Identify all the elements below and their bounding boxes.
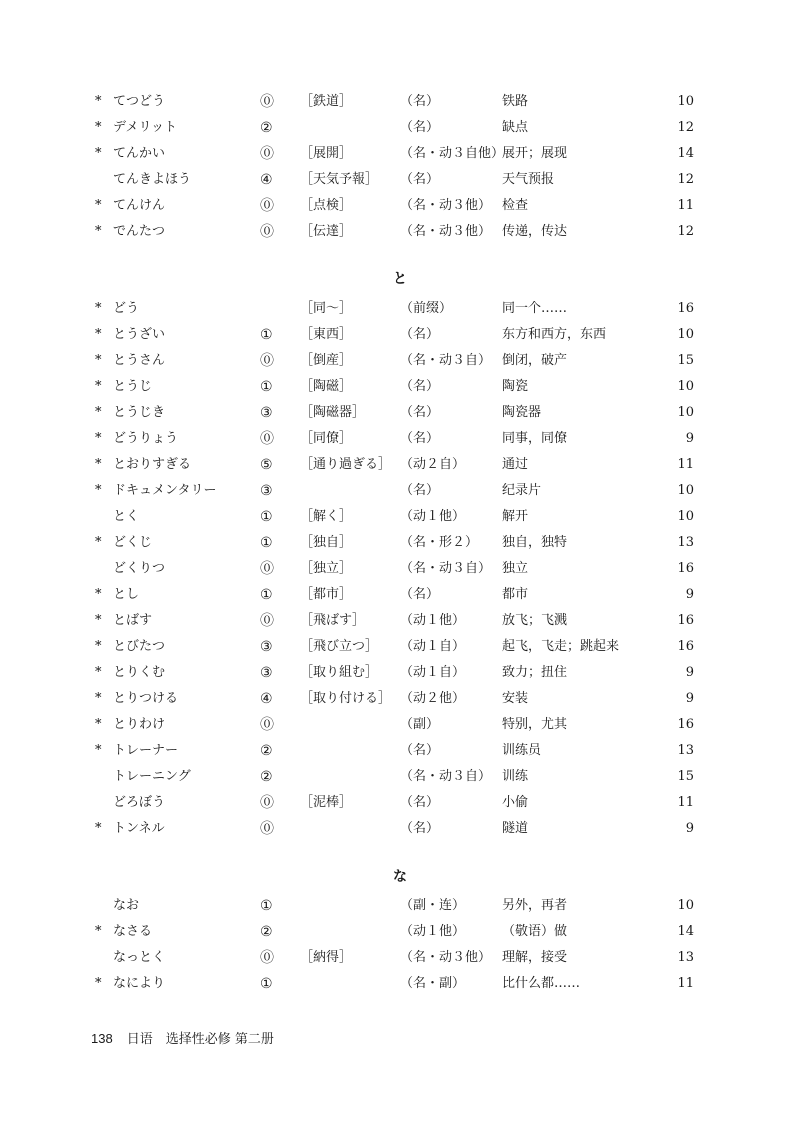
entry-star-mark: * — [95, 94, 102, 109]
entry-star-mark: * — [95, 821, 102, 836]
entry-reading: どろぼう — [113, 795, 166, 810]
entry-lesson-number: 15 — [677, 769, 694, 784]
entry-part-of-speech: （名） — [400, 405, 440, 420]
vocab-entry — [0, 738, 800, 764]
book-title: 日语 选择性必修 第二册 — [126, 1032, 274, 1047]
entry-part-of-speech: （副・连） — [400, 898, 466, 913]
entry-reading: とおりすぎる — [113, 457, 192, 472]
entry-meaning: 训练 — [502, 769, 529, 784]
vocab-entry — [0, 400, 800, 426]
entry-part-of-speech: （动１自） — [400, 639, 466, 654]
entry-star-mark: * — [95, 976, 102, 991]
entry-accent: ② — [260, 120, 273, 136]
vocab-entry — [0, 193, 800, 219]
entry-star-mark: * — [95, 717, 102, 732]
entry-part-of-speech: （动１他） — [400, 509, 466, 524]
entry-accent: ② — [260, 769, 273, 785]
entry-kanji: ［解く］ — [300, 509, 353, 524]
entry-star-mark: * — [95, 379, 102, 394]
entry-meaning: 都市 — [502, 587, 529, 602]
vocab-entry — [0, 530, 800, 556]
entry-part-of-speech: （名・副） — [400, 976, 466, 991]
entry-kanji: ［同僚］ — [300, 431, 353, 446]
vocab-entry — [0, 167, 800, 193]
entry-meaning: 隧道 — [502, 821, 529, 836]
entry-star-mark: * — [95, 301, 102, 316]
entry-accent: ① — [260, 327, 273, 343]
entry-kanji: ［飛び立つ］ — [300, 639, 379, 654]
entry-lesson-number: 16 — [677, 561, 694, 576]
vocab-entry — [0, 816, 800, 842]
entry-star-mark: * — [95, 120, 102, 135]
entry-meaning: 同一个…… — [502, 301, 568, 316]
entry-meaning: 独自，独特 — [502, 535, 568, 550]
entry-accent: ⓪ — [260, 613, 274, 629]
entry-lesson-number: 10 — [677, 898, 694, 913]
entry-kanji: ［独立］ — [300, 561, 353, 576]
entry-part-of-speech: （名・形２） — [400, 535, 479, 550]
entry-accent: ⓪ — [260, 431, 274, 447]
entry-lesson-number: 14 — [677, 924, 694, 939]
entry-reading: トンネル — [113, 821, 165, 836]
entry-meaning: 展开；展现 — [502, 146, 568, 161]
entry-accent: ⓪ — [260, 795, 274, 811]
entry-star-mark: * — [95, 535, 102, 550]
entry-lesson-number: 16 — [677, 613, 694, 628]
entry-lesson-number: 11 — [677, 198, 694, 213]
entry-reading: でんたつ — [113, 224, 166, 239]
entry-reading: デメリット — [113, 120, 177, 135]
entry-accent: ① — [260, 379, 273, 395]
kana-heading-to: と — [393, 271, 407, 287]
vocab-entry — [0, 634, 800, 660]
vocab-entry — [0, 141, 800, 167]
entry-accent: ④ — [260, 691, 273, 707]
entry-meaning: 小偷 — [502, 795, 529, 810]
vocab-entry — [0, 504, 800, 530]
entry-meaning: 理解，接受 — [502, 950, 568, 965]
entry-lesson-number: 13 — [677, 535, 694, 550]
entry-kanji: ［独自］ — [300, 535, 353, 550]
entry-star-mark: * — [95, 198, 102, 213]
entry-kanji: ［天気予報］ — [300, 172, 379, 187]
entry-lesson-number: 15 — [677, 353, 694, 368]
entry-lesson-number: 13 — [677, 743, 694, 758]
entry-reading: なさる — [113, 924, 153, 939]
entry-kanji: ［伝達］ — [300, 224, 353, 239]
entry-part-of-speech: （名） — [400, 743, 440, 758]
entry-reading: トレーナー — [113, 743, 179, 758]
vocab-section-na — [0, 893, 800, 997]
entry-accent: ① — [260, 535, 273, 551]
entry-kanji: ［陶磁器］ — [300, 405, 366, 420]
entry-lesson-number: 10 — [677, 94, 694, 109]
entry-lesson-number: 10 — [677, 405, 694, 420]
entry-meaning: 陶瓷器 — [502, 405, 542, 420]
entry-accent: ③ — [260, 665, 273, 681]
vocab-entry — [0, 764, 800, 790]
entry-meaning: 独立 — [502, 561, 529, 576]
entry-reading: なにより — [113, 976, 166, 991]
entry-lesson-number: 16 — [677, 717, 694, 732]
vocab-entry — [0, 686, 800, 712]
entry-part-of-speech: （名・动３自） — [400, 353, 492, 368]
entry-part-of-speech: （名） — [400, 120, 440, 135]
entry-star-mark: * — [95, 691, 102, 706]
vocab-entry — [0, 608, 800, 634]
entry-meaning: 检查 — [502, 198, 529, 213]
vocab-entry — [0, 89, 800, 115]
entry-star-mark: * — [95, 483, 102, 498]
entry-reading: とく — [113, 509, 140, 524]
vocab-entry — [0, 322, 800, 348]
entry-reading: とし — [113, 587, 140, 602]
entry-part-of-speech: （动１他） — [400, 613, 466, 628]
entry-accent: ⓪ — [260, 224, 274, 240]
entry-lesson-number: 13 — [677, 950, 694, 965]
entry-lesson-number: 16 — [677, 639, 694, 654]
entry-accent: ④ — [260, 172, 273, 188]
entry-star-mark: * — [95, 639, 102, 654]
entry-lesson-number: 12 — [677, 172, 694, 187]
vocab-entry — [0, 790, 800, 816]
vocab-entry — [0, 115, 800, 141]
entry-part-of-speech: （副） — [400, 717, 440, 732]
entry-star-mark: * — [95, 353, 102, 368]
entry-part-of-speech: （名） — [400, 172, 440, 187]
entry-part-of-speech: （名・动３他） — [400, 198, 492, 213]
entry-reading: トレーニング — [113, 769, 191, 784]
entry-kanji: ［東西］ — [300, 327, 353, 342]
entry-reading: とばす — [113, 613, 153, 628]
entry-meaning: 同事，同僚 — [502, 431, 568, 446]
vocab-entry — [0, 219, 800, 245]
entry-accent: ② — [260, 924, 273, 940]
entry-kanji: ［泥棒］ — [300, 795, 353, 810]
entry-accent: ① — [260, 587, 273, 603]
entry-meaning: 东方和西方，东西 — [502, 327, 607, 342]
entry-accent: ⑤ — [260, 457, 273, 473]
entry-meaning: 解开 — [502, 509, 529, 524]
entry-lesson-number: 10 — [677, 379, 694, 394]
entry-part-of-speech: （动２他） — [400, 691, 466, 706]
entry-meaning: 放飞；飞溅 — [502, 613, 568, 628]
entry-star-mark: * — [95, 431, 102, 446]
vocab-entry — [0, 893, 800, 919]
entry-part-of-speech: （名） — [400, 795, 440, 810]
entry-part-of-speech: （名・动３他） — [400, 224, 492, 239]
entry-lesson-number: 10 — [677, 509, 694, 524]
entry-star-mark: * — [95, 665, 102, 680]
entry-reading: てんかい — [113, 146, 166, 161]
entry-accent: ⓪ — [260, 561, 274, 577]
entry-meaning: 铁路 — [502, 94, 529, 109]
entry-accent: ⓪ — [260, 950, 274, 966]
entry-meaning: 致力；扭住 — [502, 665, 568, 680]
entry-reading: ドキュメンタリー — [113, 483, 217, 498]
vocab-entry — [0, 556, 800, 582]
entry-star-mark: * — [95, 613, 102, 628]
entry-kanji: ［展開］ — [300, 146, 353, 161]
entry-accent: ⓪ — [260, 717, 274, 733]
entry-reading: どうりょう — [113, 431, 179, 446]
entry-reading: とうじき — [113, 405, 166, 420]
entry-star-mark: * — [95, 405, 102, 420]
entry-accent: ⓪ — [260, 198, 274, 214]
entry-accent: ③ — [260, 405, 273, 421]
entry-meaning: 缺点 — [502, 120, 529, 135]
entry-reading: とうざい — [113, 327, 166, 342]
entry-part-of-speech: （名） — [400, 483, 440, 498]
entry-meaning: 倒闭，破产 — [502, 353, 568, 368]
kana-heading-na: な — [393, 869, 407, 885]
entry-lesson-number: 11 — [677, 457, 694, 472]
entry-kanji: ［納得］ — [300, 950, 353, 965]
entry-accent: ③ — [260, 639, 273, 655]
entry-reading: どくじ — [113, 535, 153, 550]
entry-meaning: 陶瓷 — [502, 379, 529, 394]
entry-part-of-speech: （名） — [400, 327, 440, 342]
entry-accent: ③ — [260, 483, 273, 499]
entry-reading: どう — [113, 301, 140, 316]
entry-part-of-speech: （名） — [400, 94, 440, 109]
entry-accent: ① — [260, 976, 273, 992]
entry-part-of-speech: （前缀） — [400, 301, 453, 316]
entry-kanji: ［点検］ — [300, 198, 353, 213]
entry-part-of-speech: （名） — [400, 587, 440, 602]
entry-meaning: 训练员 — [502, 743, 542, 758]
entry-kanji: ［取り付ける］ — [300, 691, 392, 706]
entry-meaning: 通过 — [502, 457, 529, 472]
entry-accent: ⓪ — [260, 353, 274, 369]
entry-part-of-speech: （名・动３他） — [400, 950, 492, 965]
entry-kanji: ［同〜］ — [300, 301, 353, 316]
entry-lesson-number: 14 — [677, 146, 694, 161]
entry-reading: てんきよほう — [113, 172, 192, 187]
entry-star-mark: * — [95, 224, 102, 239]
entry-reading: とりわけ — [113, 717, 166, 732]
vocab-entry — [0, 426, 800, 452]
entry-reading: とうさん — [113, 353, 166, 368]
entry-kanji: ［陶磁］ — [300, 379, 353, 394]
entry-part-of-speech: （名・动３自） — [400, 561, 492, 576]
entry-kanji: ［倒産］ — [300, 353, 353, 368]
entry-meaning: 起飞，飞走；跳起来 — [502, 639, 620, 654]
entry-meaning: 传递，传达 — [502, 224, 568, 239]
vocab-entry — [0, 919, 800, 945]
entry-part-of-speech: （名・动３自他） — [400, 146, 505, 161]
entry-star-mark: * — [95, 924, 102, 939]
entry-kanji: ［取り組む］ — [300, 665, 379, 680]
entry-star-mark: * — [95, 587, 102, 602]
vocab-entry — [0, 348, 800, 374]
entry-accent: ⓪ — [260, 146, 274, 162]
vocab-entry — [0, 452, 800, 478]
vocab-entry — [0, 582, 800, 608]
entry-part-of-speech: （动１他） — [400, 924, 466, 939]
entry-lesson-number: 16 — [677, 301, 694, 316]
entry-lesson-number: 10 — [677, 483, 694, 498]
vocab-section-to — [0, 296, 800, 842]
entry-accent: ⓪ — [260, 94, 274, 110]
entry-meaning: 安装 — [502, 691, 529, 706]
entry-meaning: 特别，尤其 — [502, 717, 568, 732]
entry-part-of-speech: （名） — [400, 821, 440, 836]
entry-star-mark: * — [95, 743, 102, 758]
entry-part-of-speech: （名） — [400, 379, 440, 394]
entry-accent: ① — [260, 898, 273, 914]
entry-reading: てつどう — [113, 94, 166, 109]
entry-part-of-speech: （动１自） — [400, 665, 466, 680]
entry-lesson-number: 11 — [677, 795, 694, 810]
entry-part-of-speech: （名・动３自） — [400, 769, 492, 784]
entry-reading: なっとく — [113, 950, 166, 965]
entry-star-mark: * — [95, 146, 102, 161]
vocab-entry — [0, 945, 800, 971]
entry-reading: とうじ — [113, 379, 153, 394]
vocab-entry — [0, 712, 800, 738]
entry-accent: ② — [260, 743, 273, 759]
entry-part-of-speech: （名） — [400, 431, 440, 446]
entry-meaning: 另外，再者 — [502, 898, 568, 913]
entry-part-of-speech: （动２自） — [400, 457, 466, 472]
entry-lesson-number: 12 — [677, 224, 694, 239]
entry-meaning: 比什么都…… — [502, 976, 581, 991]
vocab-entry — [0, 374, 800, 400]
entry-lesson-number: 10 — [677, 327, 694, 342]
entry-accent: ⓪ — [260, 821, 274, 837]
entry-reading: てんけん — [113, 198, 166, 213]
vocab-entry — [0, 296, 800, 322]
entry-kanji: ［都市］ — [300, 587, 353, 602]
entry-lesson-number: 9 — [685, 821, 694, 836]
page-footer — [91, 1028, 274, 1047]
vocab-entry — [0, 660, 800, 686]
entry-lesson-number: 9 — [685, 431, 694, 446]
entry-reading: とりくむ — [113, 665, 166, 680]
entry-accent: ① — [260, 509, 273, 525]
entry-lesson-number: 9 — [685, 691, 694, 706]
entry-star-mark: * — [95, 457, 102, 472]
entry-kanji: ［飛ばす］ — [300, 613, 366, 628]
entry-kanji: ［鉄道］ — [300, 94, 353, 109]
vocab-entry — [0, 478, 800, 504]
entry-reading: とびたつ — [113, 639, 166, 654]
entry-kanji: ［通り過ぎる］ — [300, 457, 392, 472]
entry-meaning: （敬语）做 — [502, 924, 568, 939]
entry-lesson-number: 11 — [677, 976, 694, 991]
vocab-section-te — [0, 89, 800, 245]
entry-lesson-number: 9 — [685, 665, 694, 680]
entry-star-mark: * — [95, 327, 102, 342]
entry-reading: なお — [113, 898, 140, 913]
entry-meaning: 天气预报 — [502, 172, 555, 187]
entry-meaning: 纪录片 — [502, 483, 542, 498]
page-number: 138 — [91, 1031, 113, 1046]
entry-reading: とりつける — [113, 691, 179, 706]
entry-lesson-number: 12 — [677, 120, 694, 135]
vocab-entry — [0, 971, 800, 997]
entry-reading: どくりつ — [113, 561, 166, 576]
entry-lesson-number: 9 — [685, 587, 694, 602]
